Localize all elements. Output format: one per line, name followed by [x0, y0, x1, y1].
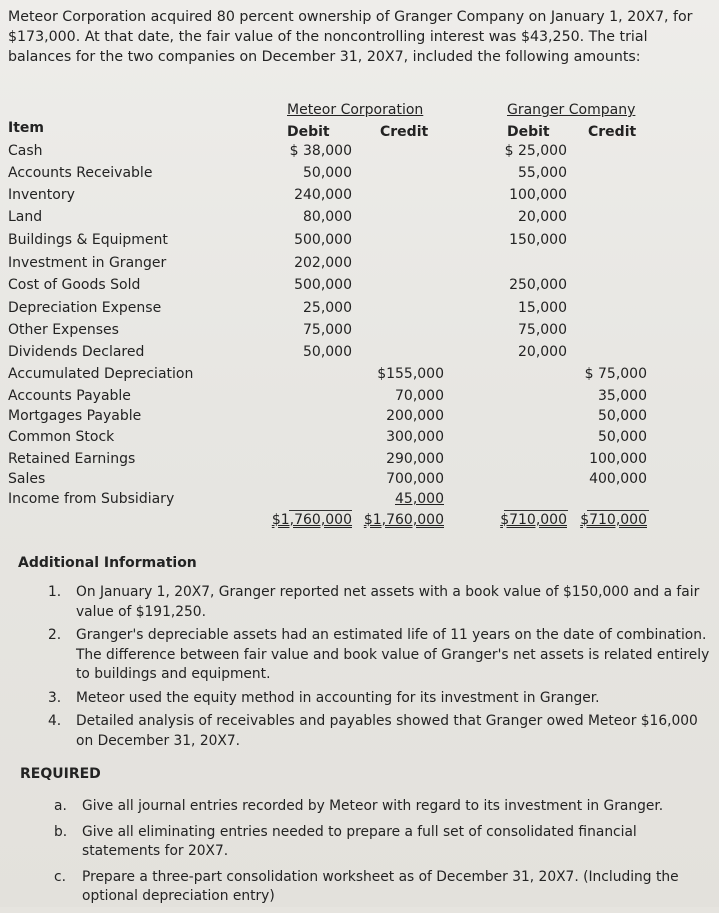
row-item-label: Accumulated Depreciation [8, 366, 194, 382]
row-item-label: Buildings & Equipment [8, 232, 168, 248]
table-row [0, 386, 719, 406]
table-row [0, 275, 719, 295]
table-row [0, 163, 719, 183]
meteor-debit-cell: $ 38,000 [289, 143, 352, 159]
table-row [0, 230, 719, 250]
meteor-header: Meteor Corporation [287, 102, 424, 118]
list-item-text: Give all journal entries recorded by Meteor with regard to its investment in Granger. [82, 798, 664, 814]
list-item [18, 689, 714, 709]
meteor-credit-cell: 70,000 [395, 388, 444, 404]
meteor-debit-total: $1,760,000 [271, 512, 352, 528]
meteor-debit-cell: 50,000 [303, 344, 352, 360]
list-item-number: 1. [48, 584, 62, 600]
intro-text: Meteor Corporation acquired 80 percent ownership of Granger Company on January 1, 20X7, for $173,000. At that date, the fair value of the noncontrolling interest was $43,250. The trial balances for the two companies on December 31, 20X7, included the following amounts: [8, 9, 693, 65]
granger-credit-cell: $ 75,000 [584, 366, 647, 382]
granger-header: Granger Company [507, 102, 636, 118]
granger-credit-cell: 400,000 [589, 471, 647, 487]
list-item-number: 4. [48, 713, 62, 729]
table-row [0, 364, 719, 384]
list-item [18, 712, 714, 751]
granger-credit-cell: 35,000 [598, 388, 647, 404]
meteor-credit-cell: 45,000 [395, 491, 444, 507]
meteor-credit-cell: 700,000 [386, 471, 444, 487]
granger-debit-cell: 250,000 [509, 277, 567, 293]
table-row [0, 298, 719, 318]
list-item-number: a. [54, 798, 67, 814]
list-item-number: b. [54, 823, 68, 840]
meteor-credit-cell: $155,000 [377, 366, 444, 382]
granger-credit-cell: 50,000 [598, 429, 647, 445]
row-item-label: Common Stock [8, 429, 115, 445]
table-row [0, 185, 719, 205]
granger-debit-total: $710,000 [500, 512, 567, 528]
granger-credit-cell: 100,000 [589, 451, 647, 467]
granger-debit-cell: 75,000 [518, 322, 567, 338]
row-item-label: Depreciation Expense [8, 300, 162, 316]
row-item-label: Accounts Receivable [8, 165, 153, 181]
meteor-debit-cell: 500,000 [294, 232, 352, 248]
list-item [20, 797, 714, 817]
granger-debit-cell: 15,000 [518, 300, 567, 316]
list-item-number: 2. [48, 627, 62, 643]
granger-debit-cell: 20,000 [518, 209, 567, 225]
meteor-debit-cell: 25,000 [303, 300, 352, 316]
row-item-label: Other Expenses [8, 322, 119, 338]
row-item-label: Income from Subsidiary [8, 491, 175, 507]
table-row [0, 207, 719, 227]
list-item-text: Prepare a three-part consolidation worksheet as of December 31, 20X7. (Including the optional depreciation entry) [82, 868, 679, 904]
meteor-debit-cell: 75,000 [303, 322, 352, 338]
table-row [0, 427, 719, 447]
list-item-text: Granger's depreciable assets had an estimated life of 11 years on the date of combination. The difference between fair value and book value of Granger's net assets is related entirely to buildings and equipment. [76, 627, 710, 682]
list-item-number: 3. [48, 689, 62, 706]
list-item-number: c. [54, 868, 66, 885]
list-item [20, 868, 714, 907]
row-item-label: Dividends Declared [8, 344, 145, 360]
list-item [20, 823, 714, 862]
row-item-label: Land [8, 209, 43, 225]
list-item-text: Detailed analysis of receivables and payables showed that Granger owed Meteor $16,000 on December 31, 20X7. [76, 713, 698, 749]
row-item-label: Sales [8, 471, 46, 487]
meteor-debit-cell: 500,000 [294, 277, 352, 293]
list-item-text: On January 1, 20X7, Granger reported net assets with a book value of $150,000 and a fair value of $191,250. [76, 584, 700, 620]
row-item-label: Cash [8, 143, 43, 159]
granger-debit-header: Debit [507, 124, 550, 140]
granger-debit-cell: 100,000 [509, 187, 567, 203]
meteor-credit-total: $1,760,000 [363, 512, 444, 528]
meteor-debit-cell: 50,000 [303, 165, 352, 181]
granger-credit-header: Credit [588, 124, 637, 140]
list-item [18, 626, 714, 685]
table-row [0, 469, 719, 489]
table-row [0, 342, 719, 362]
list-item-text: Meteor used the equity method in accounting for its investment in Granger. [76, 689, 600, 706]
meteor-credit-cell: 290,000 [386, 451, 444, 467]
row-item-label: Investment in Granger [8, 255, 167, 271]
list-item-text: Give all eliminating entries needed to prepare a full set of consolidated financial statements for 20X7. [82, 823, 637, 859]
required-list [20, 797, 714, 913]
list-item [18, 583, 714, 622]
granger-credit-total: $710,000 [580, 512, 647, 528]
granger-debit-cell: 55,000 [518, 165, 567, 181]
meteor-debit-cell: 240,000 [294, 187, 352, 203]
row-item-label: Cost of Goods Sold [8, 277, 141, 293]
meteor-debit-cell: 202,000 [294, 255, 352, 271]
meteor-credit-cell: 300,000 [386, 429, 444, 445]
totals-row [0, 510, 719, 530]
granger-debit-cell: $ 25,000 [504, 143, 567, 159]
meteor-credit-header: Credit [380, 124, 429, 140]
granger-debit-cell: 150,000 [509, 232, 567, 248]
table-row [0, 253, 719, 273]
row-item-label: Accounts Payable [8, 388, 131, 404]
row-item-label: Inventory [8, 187, 75, 203]
meteor-credit-cell: 200,000 [386, 408, 444, 424]
additional-info-heading: Additional Information [18, 555, 197, 571]
granger-credit-cell: 50,000 [598, 408, 647, 424]
meteor-debit-cell: 80,000 [303, 209, 352, 225]
table-row [0, 449, 719, 469]
item-column-header: Item [8, 120, 44, 136]
table-row [0, 320, 719, 340]
row-item-label: Mortgages Payable [8, 408, 142, 424]
table-row [0, 489, 719, 509]
table-row [0, 141, 719, 161]
table-row [0, 406, 719, 426]
row-item-label: Retained Earnings [8, 451, 136, 467]
meteor-debit-header: Debit [287, 124, 330, 140]
additional-info-list [18, 583, 714, 755]
required-heading: REQUIRED [20, 766, 101, 782]
granger-debit-cell: 20,000 [518, 344, 567, 360]
